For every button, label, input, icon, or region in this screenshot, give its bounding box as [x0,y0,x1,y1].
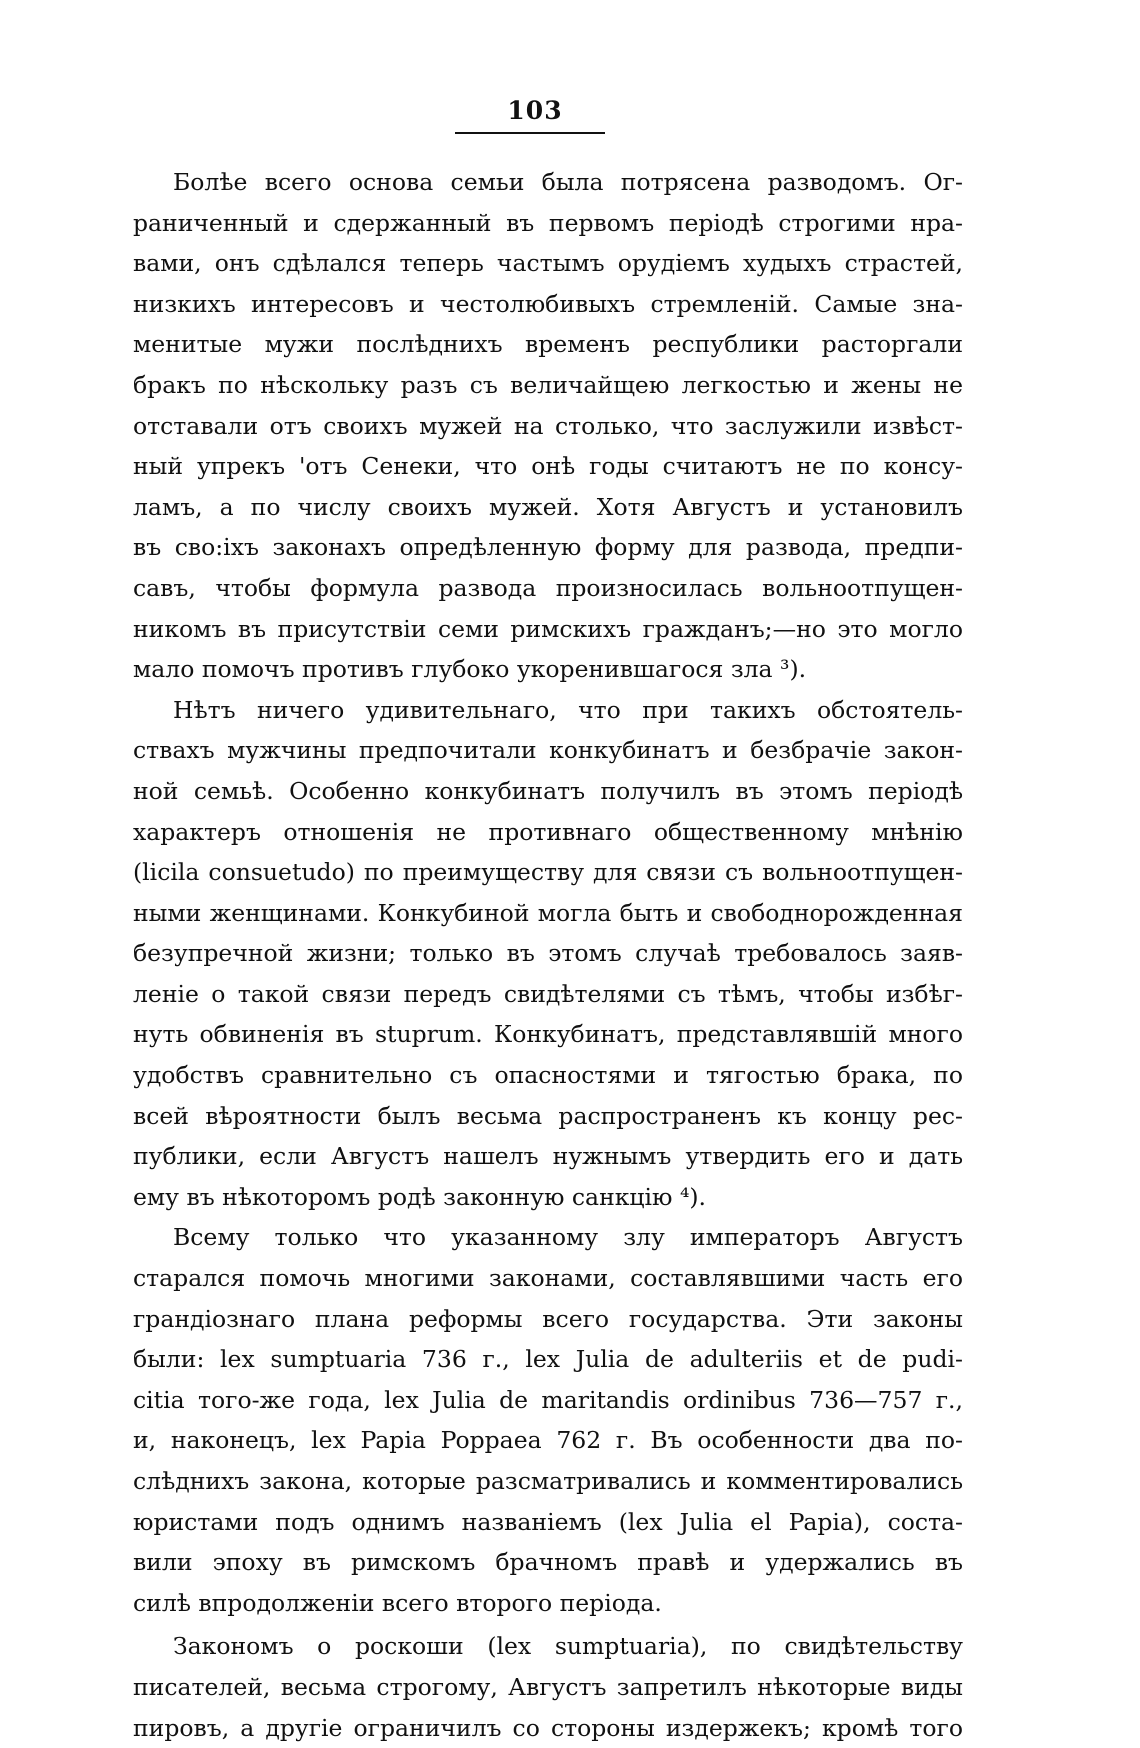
text-line: удобствъ сравнительно съ опасностями и тягостью брака, по [133,1061,963,1090]
text-line: слѣднихъ закона, которые разсматривались и комментировались [133,1467,963,1495]
text-line: отставали отъ своихъ мужей на столько, что заслужили извѣст- [133,411,963,440]
body-text [133,162,963,1748]
text-line: мало помочъ противъ глубоко укоренившагося зла ³). [133,655,807,684]
text-line: менитые мужи послѣднихъ временъ республики расторгали [133,330,963,359]
text-line: пировъ, а другіе ограничилъ со стороны издержекъ; кромѣ того [133,1713,963,1742]
text-line: и, наконецъ, lex Papia Poppaea 762 г. Въ особенности два по- [133,1426,963,1455]
text-line: грандіознаго плана реформы всего государства. Эти законы [133,1304,963,1333]
text-line: были: lex sumptuaria 736 г., lex Julia de adulteriis et de pudi- [133,1345,963,1374]
text-line: ными женщинами. Конкубиной могла быть и свободнорожденная [133,898,963,927]
text-line: въ сво:іхъ законахъ опредѣленную форму для развода, предпи- [133,533,963,562]
text-line: силѣ впродолженіи всего второго періода. [133,1588,662,1617]
text-line: бракъ по нѣскольку разъ съ величайщею легкостью и жены не [133,370,963,399]
page-number: 103 [507,96,563,125]
text-line: Болѣе всего основа семьи была потрясена разводомъ. Ог- [173,168,963,196]
text-line: Закономъ о роскоши (lex sumptuaria), по свидѣтельству [173,1632,963,1661]
text-line: ему въ нѣкоторомъ родѣ законную санкцію ⁴). [133,1182,707,1211]
text-line: старался помочь многими законами, составлявшими часть его [133,1264,963,1293]
text-line: безупречной жизни; только въ этомъ случаѣ требовалось заяв- [133,939,963,968]
text-line: характеръ отношенія не противнаго общественному мнѣнію [133,817,963,846]
text-line: ной семьѣ. Особенно конкубинатъ получилъ въ этомъ періодѣ [133,776,963,805]
text-line: савъ, чтобы формула развода произносилась вольноотпущен- [133,573,963,602]
header-rule [455,132,605,134]
text-line: ламъ, а по числу своихъ мужей. Хотя Августъ и установилъ [133,492,963,521]
text-line: писателей, весьма строгому, Августъ запретилъ нѣкоторые виды [133,1672,963,1701]
text-line: нуть обвиненія въ stuprum. Конкубинатъ, представлявшій много [133,1020,963,1049]
text-line: раниченный и сдержанный въ первомъ періодѣ строгими нра- [133,208,963,237]
text-line: публики, если Августъ нашелъ нужнымъ утвердить его и дать [133,1142,963,1171]
text-line: леніе о такой связи передъ свидѣтелями съ тѣмъ, чтобы избѣг- [133,979,963,1008]
text-line: всей вѣроятности былъ весьма распространенъ къ концу рес- [133,1101,963,1130]
text-line: Всему только что указанному злу императоръ Августъ [173,1223,963,1252]
text-line: низкихъ интересовъ и честолюбивыхъ стремленій. Самые зна- [133,289,963,318]
text-line: вили эпоху въ римскомъ брачномъ правѣ и удержались въ [133,1548,963,1577]
text-line: citia того-же года, lex Julia de maritandis ordinibus 736—757 г., [133,1385,963,1414]
text-line: ный упрекъ 'отъ Сенеки, что онѣ годы считаютъ не по консу- [133,452,963,481]
text-line: ствахъ мужчины предпочитали конкубинатъ и безбрачіе закон- [133,736,963,765]
text-line: никомъ въ присутствіи семи римскихъ гражданъ;—но это могло [133,614,963,643]
text-line: (licila consuetudo) по преимуществу для связи съ вольноотпущен- [133,858,963,887]
text-line: Нѣтъ ничего удивительнаго, что при такихъ обстоятель- [173,695,963,724]
text-line: юристами подъ однимъ названіемъ (lex Julia el Papia), соста- [133,1507,963,1536]
text-line: вами, онъ сдѣлался теперь частымъ орудіемъ худыхъ страстей, [133,249,963,278]
